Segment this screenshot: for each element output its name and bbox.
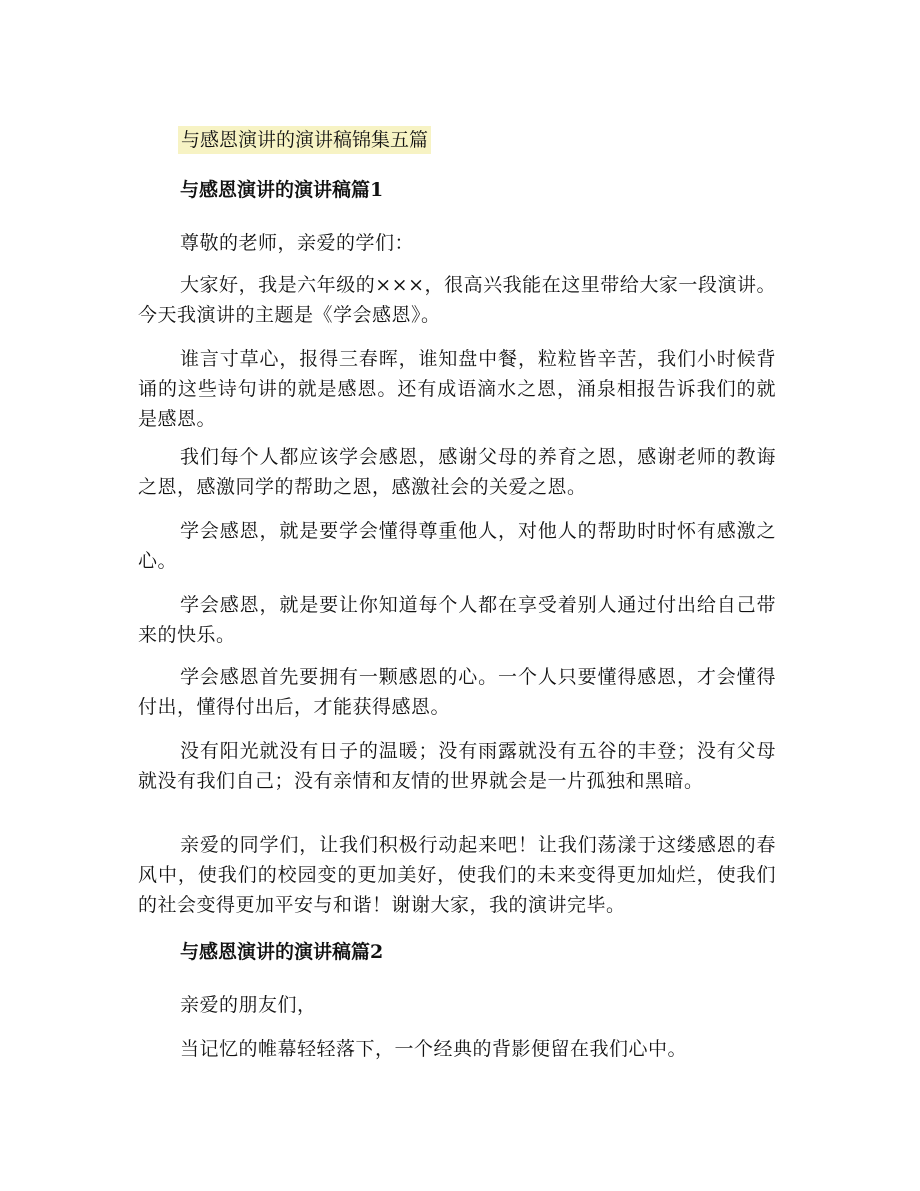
salutation-1: 尊敬的老师，亲爱的学们：	[180, 232, 415, 254]
paragraph: 学会感恩，就是要让你知道每个人都在享受着别人通过付出给自己带来的快乐。	[138, 594, 776, 646]
paragraph: 我们每个人都应该学会感恩，感谢父母的养育之恩，感谢老师的教诲之恩，感激同学的帮助之恩，感激社会的关爱之恩。	[138, 446, 776, 498]
document-title: 与感恩演讲的演讲稿锦集五篇	[178, 126, 431, 154]
paragraph: 没有阳光就没有日子的温暖；没有雨露就没有五谷的丰登；没有父母就没有我们自己；没有亲情和友情的世界就会是一片孤独和黑暗。	[138, 740, 776, 792]
paragraph: 学会感恩，就是要学会懂得尊重他人，对他人的帮助时时怀有感激之心。	[138, 520, 776, 572]
paragraph: 当记忆的帷幕轻轻落下，一个经典的背影便留在我们心中。	[180, 1038, 688, 1060]
salutation-2: 亲爱的朋友们，	[180, 994, 317, 1016]
paragraph: 谁言寸草心，报得三春晖，谁知盘中餐，粒粒皆辛苦，我们小时候背诵的这些诗句讲的就是感恩。还有成语滴水之恩，涌泉相报告诉我们的就是感恩。	[138, 348, 776, 430]
section-heading-2: 与感恩演讲的演讲稿篇2	[180, 941, 384, 963]
section-heading-1: 与感恩演讲的演讲稿篇1	[180, 179, 384, 201]
paragraph: 大家好，我是六年级的×××，很高兴我能在这里带给大家一段演讲。今天我演讲的主题是《学会感恩》。	[138, 274, 776, 326]
paragraph: 学会感恩首先要拥有一颗感恩的心。一个人只要懂得感恩，才会懂得付出，懂得付出后，才能获得感恩。	[138, 666, 776, 718]
paragraph: 亲爱的同学们，让我们积极行动起来吧！让我们荡漾于这缕感恩的春风中，使我们的校园变的更加美好，使我们的未来变得更加灿烂，使我们的社会变得更加平安与和谐！谢谢大家，我的演讲完毕。	[138, 834, 776, 916]
